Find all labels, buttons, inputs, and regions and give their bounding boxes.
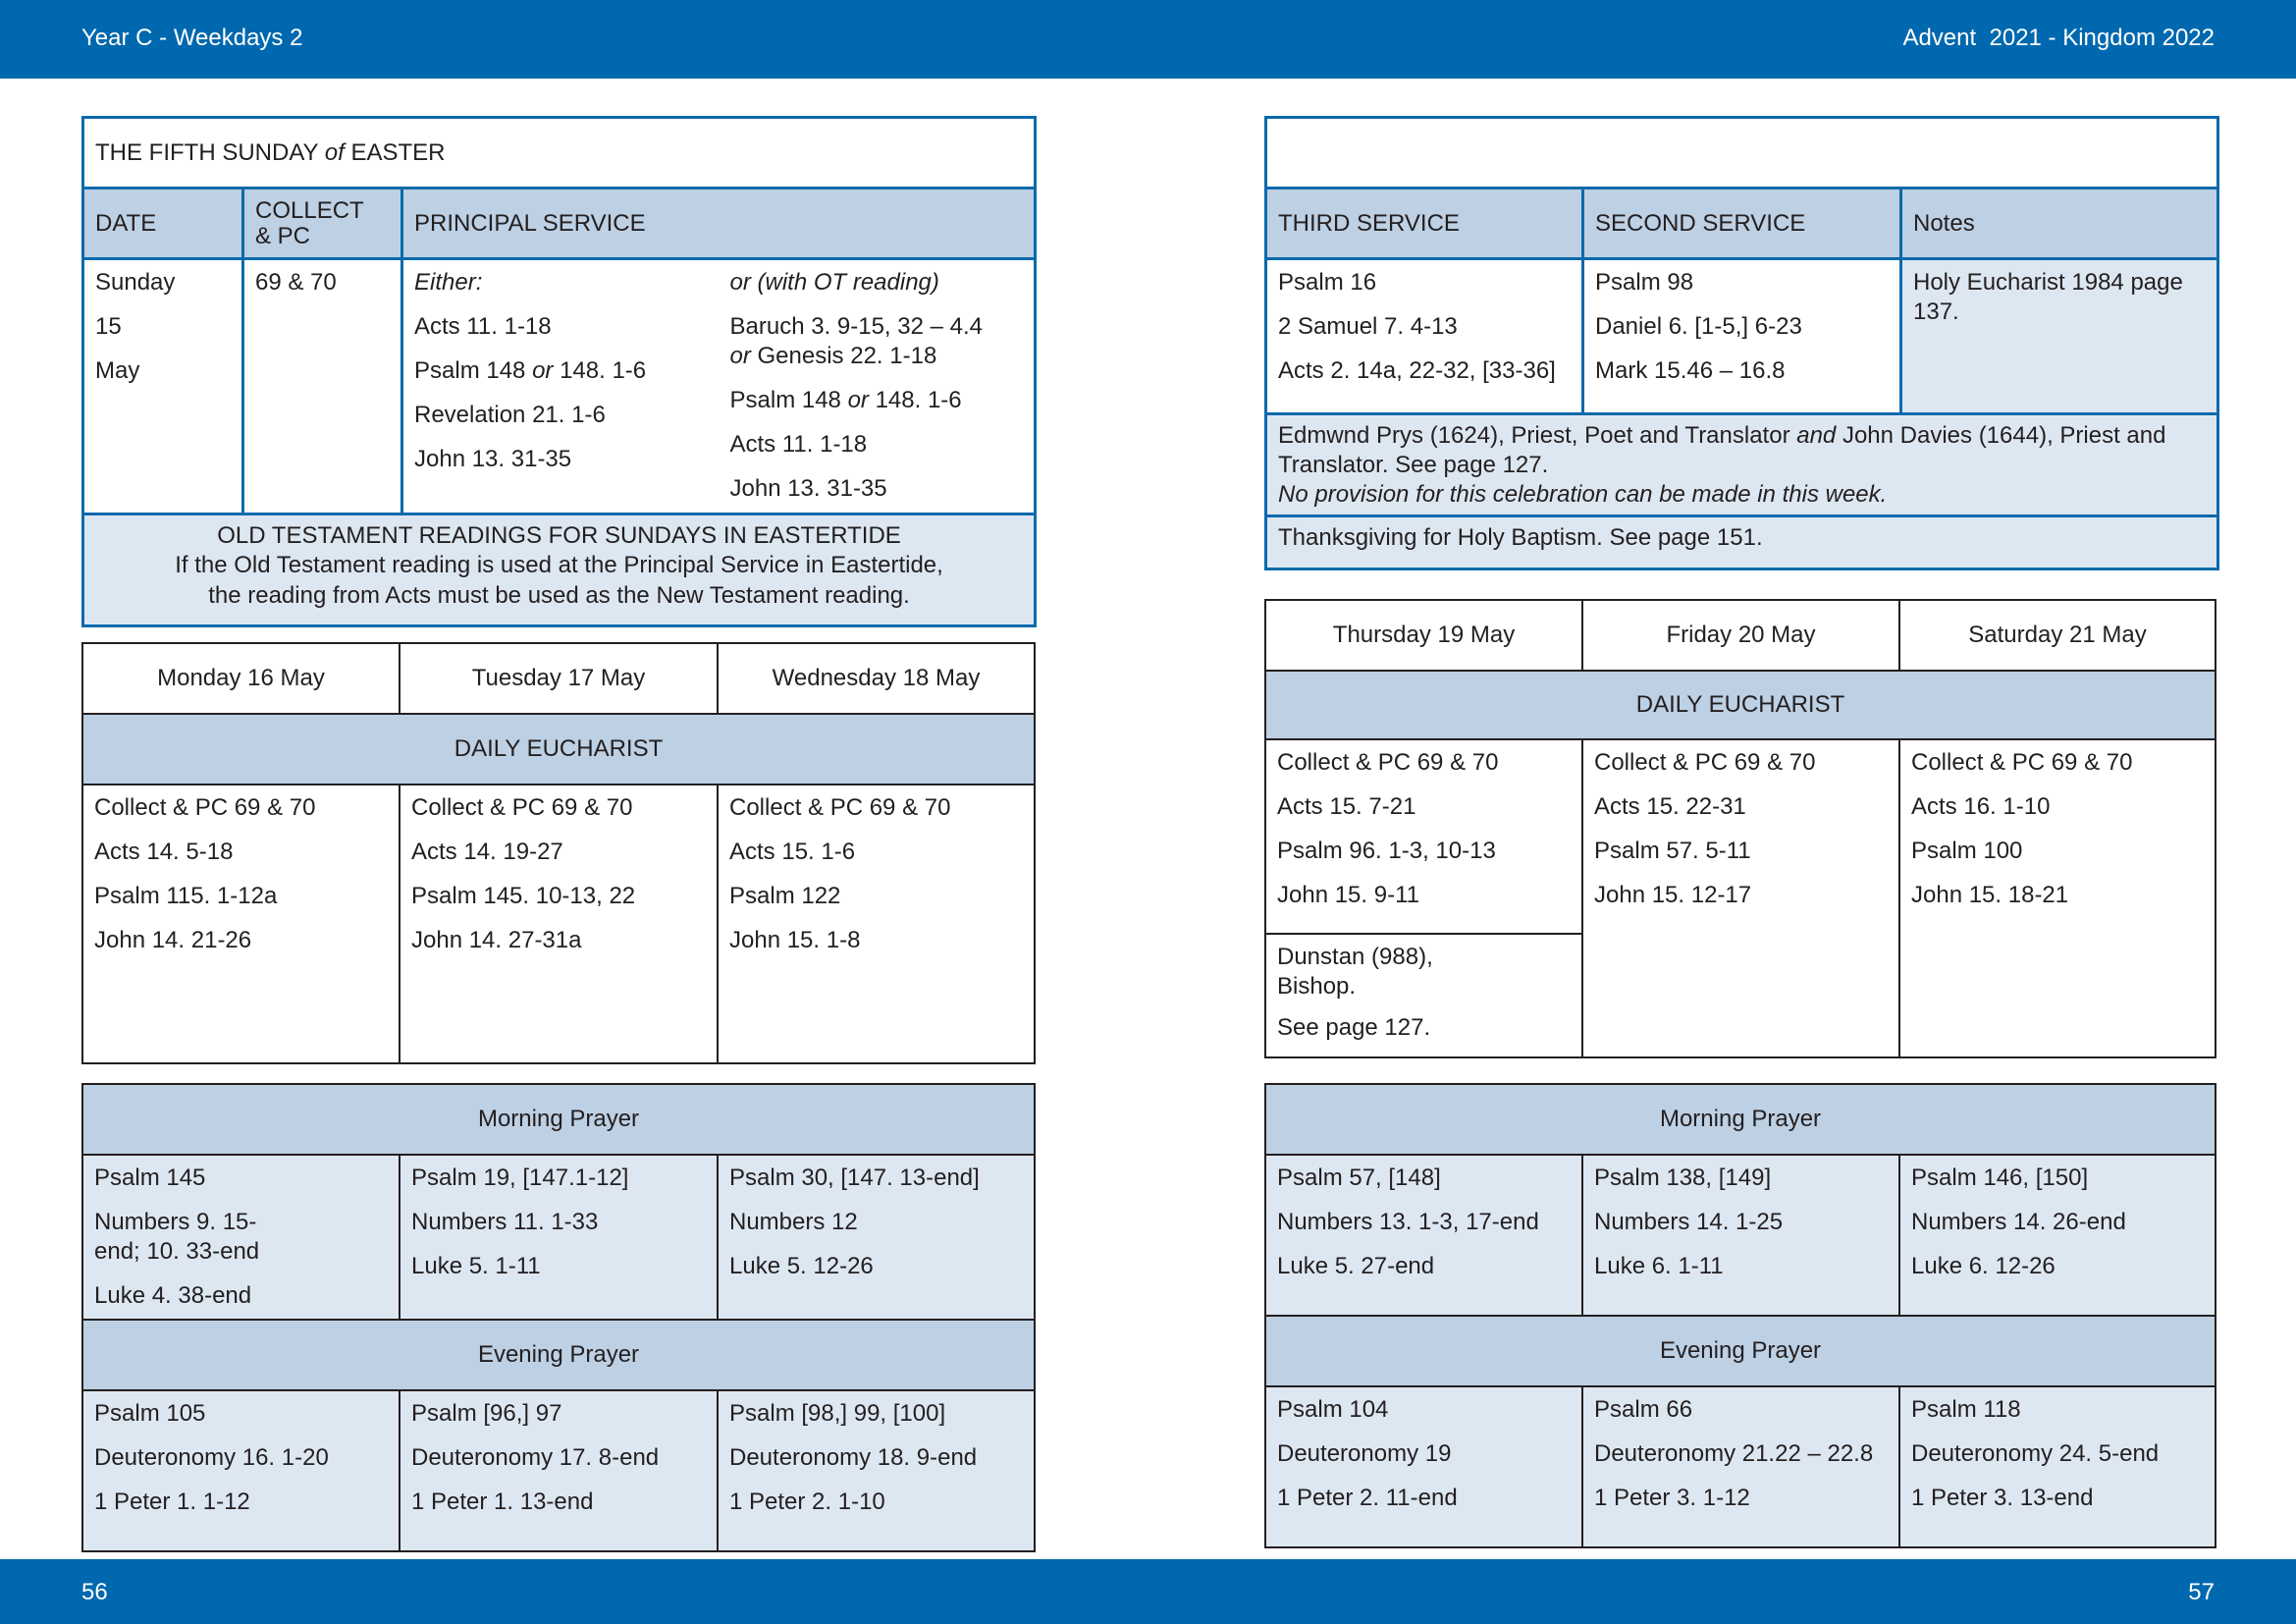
day-header-thursday: Thursday 19 May xyxy=(1265,600,1582,671)
day-header-tuesday: Tuesday 17 May xyxy=(400,643,718,714)
third-service-cell: Psalm 16 2 Samuel 7. 4-13 Acts 2. 14a, 22-32, [33-36] xyxy=(1266,259,1583,414)
notes-cell: Holy Eucharist 1984 page 137. xyxy=(1901,259,2218,414)
office-table-right xyxy=(1264,1083,2216,1548)
eucharist-cell-monday: Collect & PC 69 & 70 Acts 14. 5-18 Psalm 115. 1-12a John 14. 21-26 xyxy=(82,785,400,1063)
commemoration-cell-thursday: Dunstan (988), Bishop. See page 127. xyxy=(1265,934,1582,1057)
morning-cell-monday: Psalm 145 Numbers 9. 15-end; 10. 33-end Luke 4. 38-end xyxy=(82,1155,400,1320)
day-header-wednesday: Wednesday 18 May xyxy=(718,643,1035,714)
day-header-monday: Monday 16 May xyxy=(82,643,400,714)
morning-prayer-heading: Morning Prayer xyxy=(1265,1084,2216,1155)
evening-prayer-heading: Evening Prayer xyxy=(1265,1316,2216,1386)
evening-cell-friday: Psalm 66 Deuteronomy 21.22 – 22.8 1 Peter 3. 1-12 xyxy=(1582,1386,1899,1547)
eucharist-table-right xyxy=(1264,599,2216,1058)
col-header-second: SECOND SERVICE xyxy=(1583,189,1901,259)
evening-cell-thursday: Psalm 104 Deuteronomy 19 1 Peter 2. 11-end xyxy=(1265,1386,1582,1547)
morning-cell-friday: Psalm 138, [149] Numbers 14. 1-25 Luke 6. 1-11 xyxy=(1582,1155,1899,1316)
header-left-title: Year C - Weekdays 2 xyxy=(81,25,303,51)
ot-readings-note: OLD TESTAMENT READINGS FOR SUNDAYS IN EASTERTIDE If the Old Testament reading is used at the Principal Service in Eastertide, the reading from Acts must be used as the New Testament reading. xyxy=(83,514,1036,626)
morning-cell-wednesday: Psalm 30, [147. 13-end] Numbers 12 Luke 5. 12-26 xyxy=(718,1155,1035,1320)
daily-eucharist-heading: DAILY EUCHARIST xyxy=(1265,671,2216,739)
principal-either-cell: Either: Acts 11. 1-18 Psalm 148 or 148. 1-6 Revelation 21. 1-6 John 13. 31-35 xyxy=(402,259,720,514)
sunday-principal-table xyxy=(81,116,1037,627)
eucharist-table-left xyxy=(81,642,1036,1064)
morning-cell-thursday: Psalm 57, [148] Numbers 13. 1-3, 17-end Luke 5. 27-end xyxy=(1265,1155,1582,1316)
morning-cell-tuesday: Psalm 19, [147.1-12] Numbers 11. 1-33 Luke 5. 1-11 xyxy=(400,1155,718,1320)
sunday-title: THE FIFTH SUNDAY of EASTER xyxy=(83,118,1036,189)
evening-cell-monday: Psalm 105 Deuteronomy 16. 1-20 1 Peter 1. 1-12 xyxy=(82,1390,400,1551)
col-header-third: THIRD SERVICE xyxy=(1266,189,1583,259)
evening-cell-tuesday: Psalm [96,] 97 Deuteronomy 17. 8-end 1 Peter 1. 13-end xyxy=(400,1390,718,1551)
eucharist-cell-tuesday: Collect & PC 69 & 70 Acts 14. 19-27 Psalm 145. 10-13, 22 John 14. 27-31a xyxy=(400,785,718,1063)
sunday-date-cell: Sunday 15 May xyxy=(83,259,243,514)
second-service-cell: Psalm 98 Daniel 6. [1-5,] 6-23 Mark 15.46 – 16.8 xyxy=(1583,259,1901,414)
col-header-notes: Notes xyxy=(1901,189,2218,259)
page-number-right: 57 xyxy=(2188,1579,2215,1605)
page-header xyxy=(0,0,2296,79)
office-table-left xyxy=(81,1083,1036,1552)
daily-eucharist-heading: DAILY EUCHARIST xyxy=(82,714,1035,785)
col-header-principal: PRINCIPAL SERVICE xyxy=(402,189,1036,259)
evening-cell-saturday: Psalm 118 Deuteronomy 24. 5-end 1 Peter 3. 13-end xyxy=(1899,1386,2216,1547)
page-number-left: 56 xyxy=(81,1579,108,1605)
eucharist-cell-thursday: Collect & PC 69 & 70 Acts 15. 7-21 Psalm 96. 1-3, 10-13 John 15. 9-11 xyxy=(1265,739,1582,934)
morning-cell-saturday: Psalm 146, [150] Numbers 14. 26-end Luke 6. 12-26 xyxy=(1899,1155,2216,1316)
col-header-date: DATE xyxy=(83,189,243,259)
morning-prayer-heading: Morning Prayer xyxy=(82,1084,1035,1155)
eucharist-cell-friday: Collect & PC 69 & 70 Acts 15. 22-31 Psalm 57. 5-11 John 15. 12-17 xyxy=(1582,739,1899,1057)
sunday-title-blank xyxy=(1266,118,2218,189)
col-header-collect: COLLECT & PC xyxy=(243,189,402,259)
principal-or-cell: or (with OT reading) Baruch 3. 9-15, 32 – 4.4 or Genesis 22. 1-18 Psalm 148 or 148. 1-6 Acts 11. 1-18 John 13. 31-35 xyxy=(720,259,1036,514)
day-header-saturday: Saturday 21 May xyxy=(1899,600,2216,671)
sunday-services-table xyxy=(1264,116,2219,570)
day-header-friday: Friday 20 May xyxy=(1582,600,1899,671)
eucharist-cell-wednesday: Collect & PC 69 & 70 Acts 15. 1-6 Psalm 122 John 15. 1-8 xyxy=(718,785,1035,1063)
eucharist-cell-saturday: Collect & PC 69 & 70 Acts 16. 1-10 Psalm 100 John 15. 18-21 xyxy=(1899,739,2216,1057)
evening-cell-wednesday: Psalm [98,] 99, [100] Deuteronomy 18. 9-end 1 Peter 2. 1-10 xyxy=(718,1390,1035,1551)
sunday-collect-cell: 69 & 70 xyxy=(243,259,402,514)
evening-prayer-heading: Evening Prayer xyxy=(82,1320,1035,1390)
commemoration-note: Edmwnd Prys (1624), Priest, Poet and Translator and John Davies (1644), Priest and Translator. See page 127. No provision for this celebration can be made in this week. xyxy=(1266,414,2218,516)
header-right-title: Advent 2021 - Kingdom 2022 xyxy=(1902,25,2215,51)
baptism-note: Thanksgiving for Holy Baptism. See page 151. xyxy=(1266,515,2218,568)
page-footer xyxy=(0,1559,2296,1624)
